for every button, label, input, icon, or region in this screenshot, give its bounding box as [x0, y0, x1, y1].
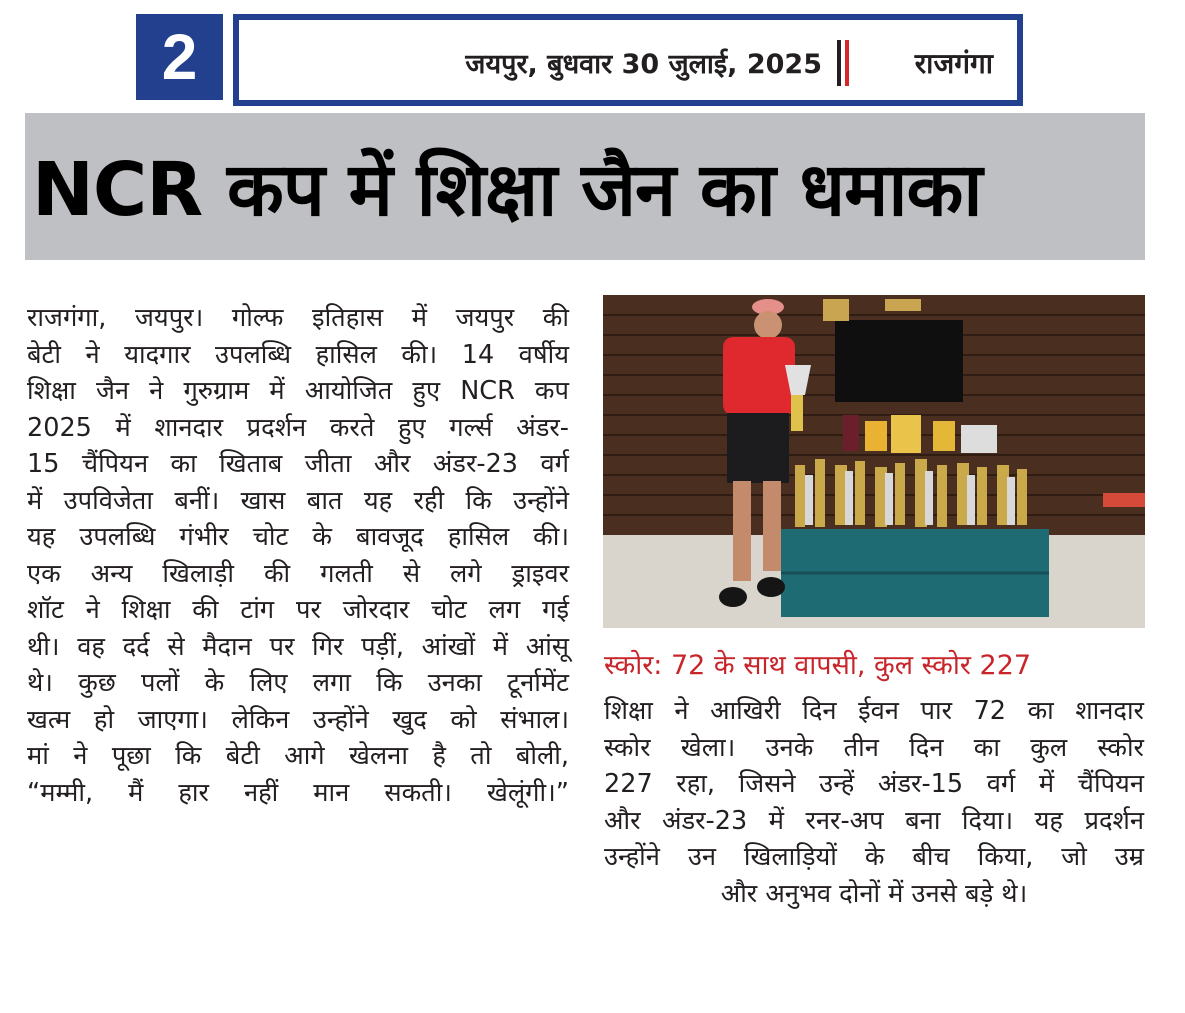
body-line: शॉट ने शिक्षा की टांग पर जोरदार चोट लग गई	[27, 595, 569, 625]
masthead-bar	[233, 14, 1023, 106]
body-line: और अंडर-23 में रनर-अप बना दिया। यह प्रदर्शन	[604, 805, 1144, 836]
body-line: शिक्षा ने आखिरी दिन ईवन पार 72 का शानदार	[604, 696, 1144, 726]
body-line: 2025 में शानदार प्रदर्शन करते हुए गर्ल्स अंडर-	[27, 412, 569, 443]
body-line: “मम्मी, मैं हार नहीं मान सकती। खेलूंगी।”	[27, 777, 569, 808]
separator-black	[837, 40, 841, 86]
body-line: 227 रहा, जिसने उन्हें अंडर-15 वर्ग में चैंपियन	[604, 769, 1144, 799]
subheading: स्कोर: 72 के साथ वापसी, कुल स्कोर 227	[604, 650, 1032, 681]
body-line: मां ने पूछा कि बेटी आगे खेलना है तो बोली,	[27, 741, 569, 771]
newspaper-name: राजगंगा	[914, 47, 993, 80]
body-line: यह उपलब्धि गंभीर चोट के बावजूद हासिल की।	[27, 522, 569, 552]
news-photo	[603, 295, 1145, 628]
left-column-body	[27, 300, 569, 811]
body-line: थे। कुछ पलों के लिए लगा कि उनका टूर्नामेंट	[27, 668, 569, 698]
body-line: एक अन्य खिलाड़ी की गलती से लगे ड्राइवर	[27, 558, 569, 589]
page-number: 2	[136, 14, 223, 100]
body-line: शिक्षा जैन ने गुरुग्राम में आयोजित हुए NCR कप	[27, 376, 569, 406]
right-column-body	[604, 693, 1144, 912]
separator-red	[845, 40, 849, 86]
body-line-last: और अनुभव दोनों में उनसे बड़े थे।	[720, 878, 1028, 909]
body-line: खत्म हो जाएगा। लेकिन उन्होंने खुद को संभाल।	[27, 704, 569, 735]
headline-band	[25, 113, 1145, 260]
body-line: में उपविजेता बनीं। खास बात यह रही कि उन्होंने	[27, 485, 569, 516]
body-line: राजगंगा, जयपुर। गोल्फ इतिहास में जयपुर की	[27, 303, 569, 333]
body-line: बेटी ने यादगार उपलब्धि हासिल की। 14 वर्षीय	[27, 339, 569, 370]
body-line: उन्होंने उन खिलाड़ियों के बीच किया, जो उम्र	[604, 842, 1144, 872]
body-line: 15 चैंपियन का खिताब जीता और अंडर-23 वर्ग	[27, 449, 569, 479]
dateline: जयपुर, बुधवार 30 जुलाई, 2025	[465, 49, 822, 80]
body-line: स्कोर खेला। उनके तीन दिन का कुल स्कोर	[604, 732, 1144, 763]
headline: NCR कप में शिक्षा जैन का धमाका	[32, 147, 982, 233]
body-line: थी। वह दर्द से मैदान पर गिर पड़ीं, आंखों में आंसू	[27, 631, 569, 662]
